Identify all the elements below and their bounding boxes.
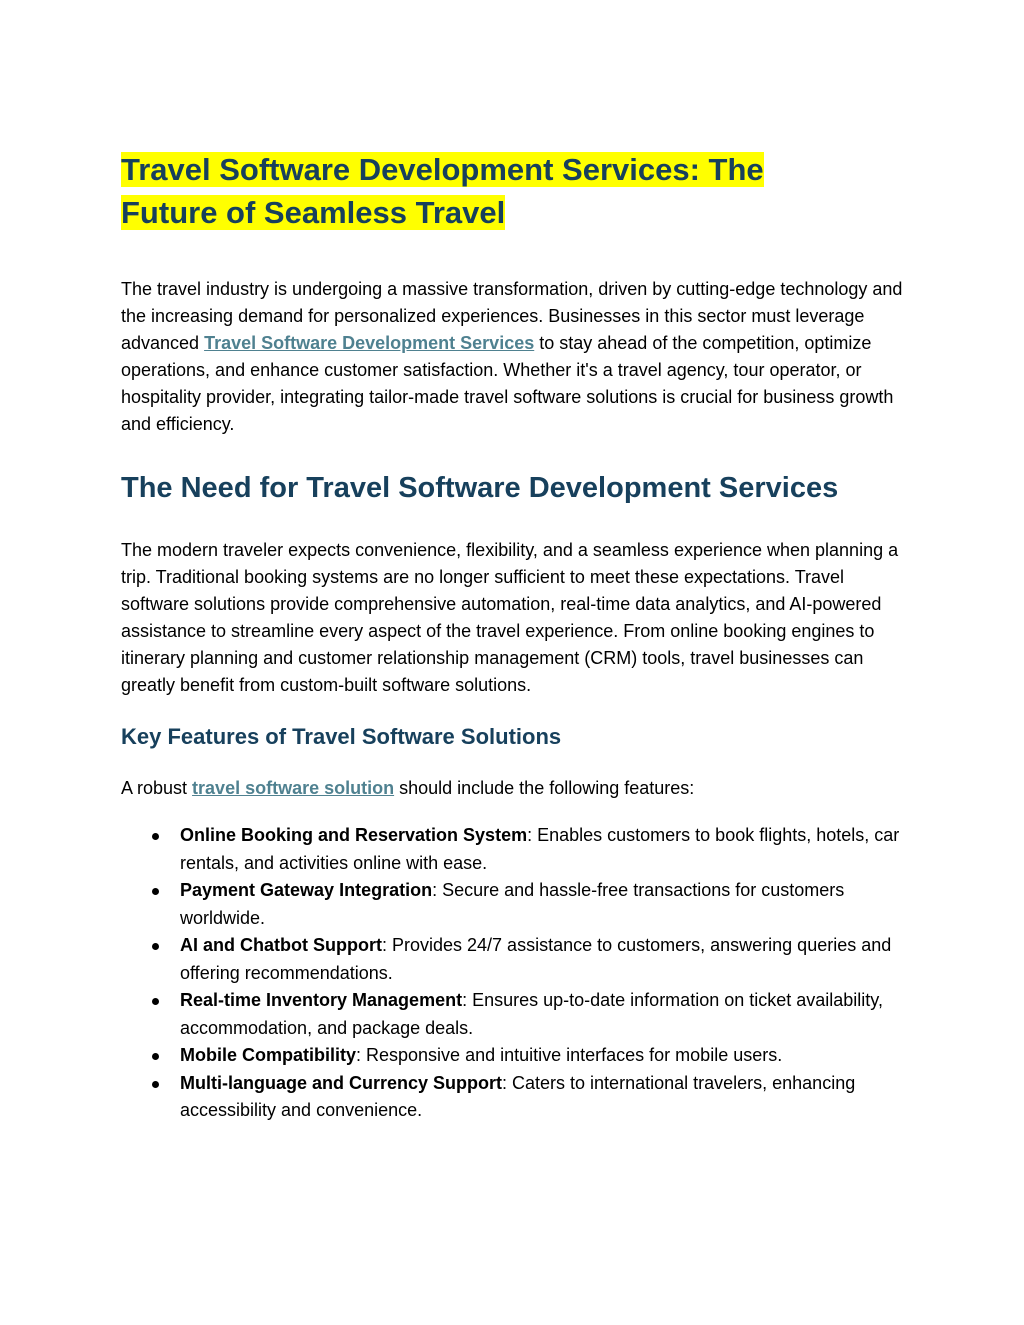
list-item	[121, 822, 911, 877]
list-item	[121, 1070, 911, 1125]
features-heading: Key Features of Travel Software Solutions	[121, 724, 562, 749]
travel-software-solution-link[interactable]: travel software solution	[192, 778, 395, 798]
features-intro-paragraph	[121, 775, 911, 802]
bullet-icon	[152, 998, 159, 1005]
feature-term: Online Booking and Reservation System	[180, 825, 528, 845]
features-intro-before: A robust	[121, 778, 193, 798]
intro-paragraph	[121, 276, 911, 438]
list-item	[121, 932, 911, 987]
need-paragraph: The modern traveler expects convenience, flexibility, and a seamless experience when planning a trip. Traditional booking systems are no longer sufficient to meet these expectations. Travel software solutions provide comprehensive automation, real-time data analytics, and AI-powered assistance to streamline every aspect of the travel experience. From online booking engines to itinerary planning and customer relationship management (CRM) tools, travel businesses can greatly benefit from custom-built software solutions.	[121, 540, 899, 695]
bullet-icon	[152, 1053, 159, 1060]
title-highlight	[121, 152, 764, 230]
bullet-icon	[152, 1081, 159, 1088]
list-item	[121, 1042, 911, 1070]
feature-desc: : Enables customers to book flights, hotels, car rentals, and activities online with ease.	[180, 825, 900, 873]
feature-desc: : Ensures up-to-date information on ticket availability, accommodation, and package deals.	[180, 990, 883, 1038]
title-line-1: Travel Software Development Services: The	[121, 152, 764, 187]
title-line-2: Future of Seamless Travel	[121, 195, 506, 230]
list-item	[121, 877, 911, 932]
list-item	[121, 987, 911, 1042]
feature-desc: : Secure and hassle-free transactions for customers worldwide.	[180, 880, 845, 928]
feature-desc: : Provides 24/7 assistance to customers, answering queries and offering recommendations.	[180, 935, 892, 983]
bullet-icon	[152, 888, 159, 895]
feature-desc: : Caters to international travelers, enhancing accessibility and convenience.	[180, 1072, 856, 1120]
feature-term: Mobile Compatibility	[180, 1045, 357, 1065]
document-page	[121, 148, 911, 1125]
feature-term: Payment Gateway Integration	[180, 880, 433, 900]
feature-term: Real-time Inventory Management	[180, 990, 463, 1010]
feature-desc: : Responsive and intuitive interfaces for mobile users.	[356, 1045, 783, 1065]
need-heading: The Need for Travel Software Development Services	[121, 472, 839, 504]
features-intro-after: should include the following features:	[394, 778, 695, 798]
page-title	[121, 148, 911, 234]
feature-term: AI and Chatbot Support	[180, 935, 382, 955]
travel-software-development-services-link[interactable]: Travel Software Development Services	[204, 333, 535, 353]
bullet-icon	[152, 943, 159, 950]
intro-text-after: to stay ahead of the competition, optimize operations, and enhance customer satisfaction. Whether it's a travel agency, tour operator, or hospitality provider, integrating tailor-made travel software solutions is crucial for business growth and efficiency.	[121, 333, 894, 434]
features-list	[121, 822, 911, 1125]
intro-text-before: The travel industry is undergoing a massive transformation, driven by cutting-edge technology and the increasing demand for personalized experiences. Businesses in this sector must leverage advanced	[121, 279, 903, 353]
bullet-icon	[152, 833, 159, 840]
feature-term: Multi-language and Currency Support	[180, 1072, 503, 1093]
